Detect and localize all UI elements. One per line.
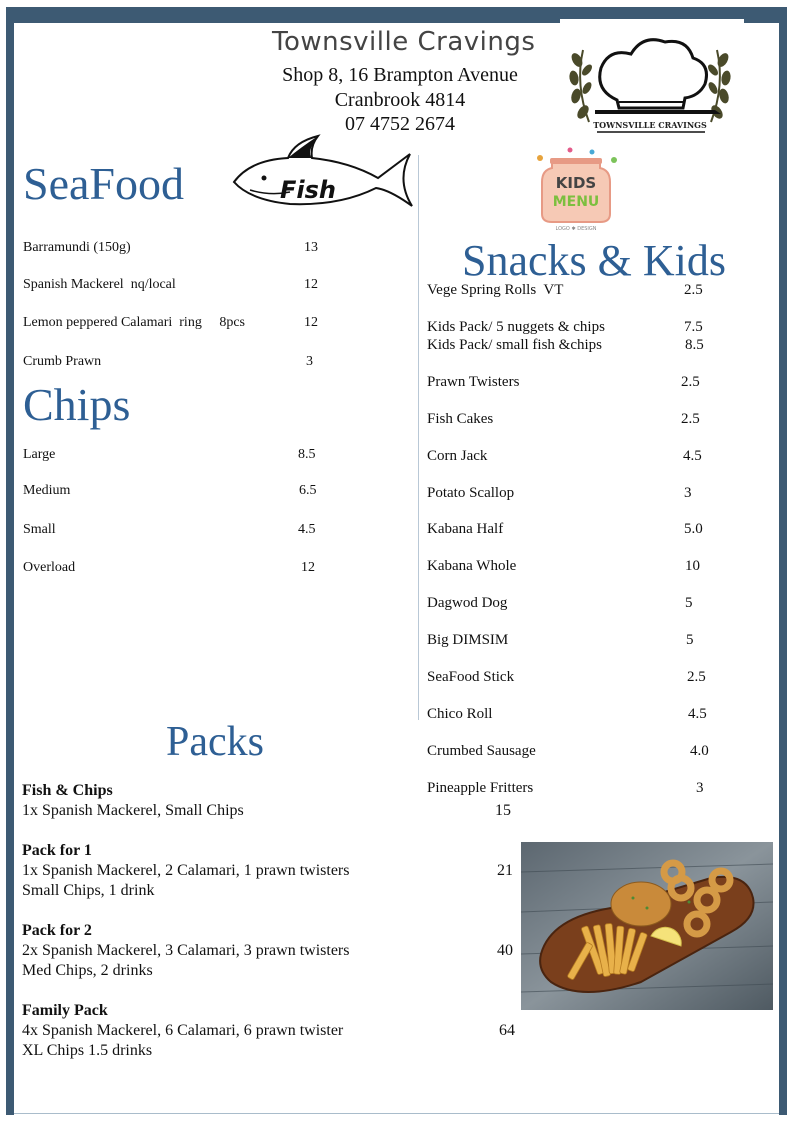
pack-description: XL Chips 1.5 drinks — [22, 1042, 153, 1059]
fish-logo-text: Fish — [280, 176, 336, 204]
menu-item-name: Barramundi (150g) — [23, 240, 131, 255]
menu-item-name: Crumbed Sausage — [427, 743, 536, 759]
menu-item-name: Medium — [23, 483, 71, 498]
kids-logo-line1: KIDS — [555, 174, 597, 192]
kids-menu-logo — [530, 146, 622, 232]
menu-item-name: Dagwod Dog — [427, 595, 508, 611]
menu-item-price: 2.5 — [681, 374, 700, 390]
menu-item-price: 3 — [684, 485, 692, 501]
menu-item-name: Lemon peppered Calamari ring 8pcs — [23, 315, 245, 330]
pack-price: 40 — [497, 942, 513, 959]
menu-item-price: 6.5 — [299, 483, 317, 498]
pack-description: Small Chips, 1 drink — [22, 882, 155, 899]
menu-item-price: 5 — [685, 595, 693, 611]
pack-item — [22, 1001, 343, 1061]
pack-item — [22, 841, 349, 901]
menu-item-price: 4.5 — [298, 522, 316, 537]
fish-and-chips-photo — [521, 842, 773, 1010]
kids-logo-tagline: LOGO ✱ DESIGN — [555, 226, 597, 232]
pack-name: Fish & Chips — [22, 782, 113, 799]
menu-item-name: Corn Jack — [427, 448, 488, 464]
chef-hat-logo — [565, 30, 735, 148]
menu-item-price: 7.5 — [684, 319, 703, 335]
menu-item-price: 2.5 — [687, 669, 706, 685]
menu-item-name: Overload — [23, 560, 76, 575]
menu-item-name: Crumb Prawn — [23, 354, 102, 369]
pack-price: 64 — [499, 1022, 515, 1039]
packs-heading: Packs — [166, 719, 264, 765]
menu-item-name: Fish Cakes — [427, 411, 494, 427]
pack-description: 1x Spanish Mackerel, Small Chips — [22, 802, 244, 819]
menu-item-price: 10 — [685, 558, 700, 574]
shop-name: Townsville Cravings — [272, 27, 536, 57]
menu-item-name: Large — [23, 447, 56, 462]
chef-hat-icon — [600, 40, 707, 108]
pack-name: Family Pack — [22, 1002, 108, 1019]
menu-item-name: SeaFood Stick — [427, 669, 515, 685]
menu-item-price: 4.5 — [688, 706, 707, 722]
pack-name: Pack for 1 — [22, 842, 92, 859]
menu-item-price: 3 — [306, 354, 313, 369]
pack-description: 4x Spanish Mackerel, 6 Calamari, 6 prawn twister — [22, 1022, 344, 1039]
menu-item-name: Prawn Twisters — [427, 374, 520, 390]
menu-item-price: 8.5 — [685, 337, 704, 353]
page-border-right — [779, 7, 787, 1115]
page-border-bottom — [14, 1113, 779, 1114]
menu-item-name: Potato Scallop — [427, 485, 515, 501]
menu-item-price: 5 — [686, 632, 694, 648]
menu-item-price: 12 — [304, 315, 318, 330]
chips-heading: Chips — [23, 379, 131, 430]
laurel-left-icon — [569, 50, 593, 122]
menu-item-price: 4.0 — [690, 743, 709, 759]
pack-description: Med Chips, 2 drinks — [22, 962, 153, 979]
menu-item-name: Kabana Half — [427, 521, 504, 537]
menu-item-price: 13 — [304, 240, 318, 255]
menu-item-price: 2.5 — [684, 282, 703, 298]
pack-item — [22, 781, 244, 821]
menu-item-price: 2.5 — [681, 411, 700, 427]
seafood-heading: SeaFood — [23, 158, 184, 209]
jar-icon — [542, 162, 610, 222]
pack-description: 1x Spanish Mackerel, 2 Calamari, 1 prawn twisters — [22, 862, 350, 879]
menu-item-name: Small — [23, 522, 56, 537]
menu-item-name: Chico Roll — [427, 706, 493, 722]
address-line1: Shop 8, 16 Brampton Avenue — [282, 64, 518, 86]
page-border-left — [6, 7, 14, 1115]
menu-item-name: Kabana Whole — [427, 558, 517, 574]
kids-logo-line2: MENU — [552, 194, 600, 210]
column-divider — [418, 155, 419, 720]
pack-price: 21 — [497, 862, 513, 879]
menu-item-price: 12 — [301, 560, 315, 575]
fish-logo — [230, 134, 415, 209]
menu-item-name: Kids Pack/ 5 nuggets & chips — [427, 319, 605, 335]
pack-price: 15 — [495, 802, 511, 819]
menu-item-price: 3 — [696, 780, 704, 796]
menu-item-name: Kids Pack/ small fish &chips — [427, 337, 602, 353]
snacks-heading: Snacks & Kids — [462, 236, 726, 285]
menu-item-price: 5.0 — [684, 521, 703, 537]
menu-item-name: Big DIMSIM — [427, 632, 509, 648]
address-line2: Cranbrook 4814 — [334, 89, 466, 111]
phone-number: 07 4752 2674 — [345, 113, 455, 135]
menu-item-name: Vege Spring Rolls VT — [427, 282, 564, 298]
menu-item-price: 8.5 — [298, 447, 316, 462]
pack-name: Pack for 2 — [22, 922, 92, 939]
menu-item-price: 4.5 — [683, 448, 702, 464]
logo-caption: TOWNSVILLE CRAVINGS — [593, 120, 707, 130]
menu-item-name: Spanish Mackerel nq/local — [23, 277, 176, 292]
pack-description: 2x Spanish Mackerel, 3 Calamari, 3 prawn twisters — [22, 942, 350, 959]
menu-item-name: Pineapple Fritters — [427, 780, 534, 796]
pack-item — [22, 921, 349, 981]
menu-item-price: 12 — [304, 277, 318, 292]
knife-icon — [595, 110, 721, 114]
